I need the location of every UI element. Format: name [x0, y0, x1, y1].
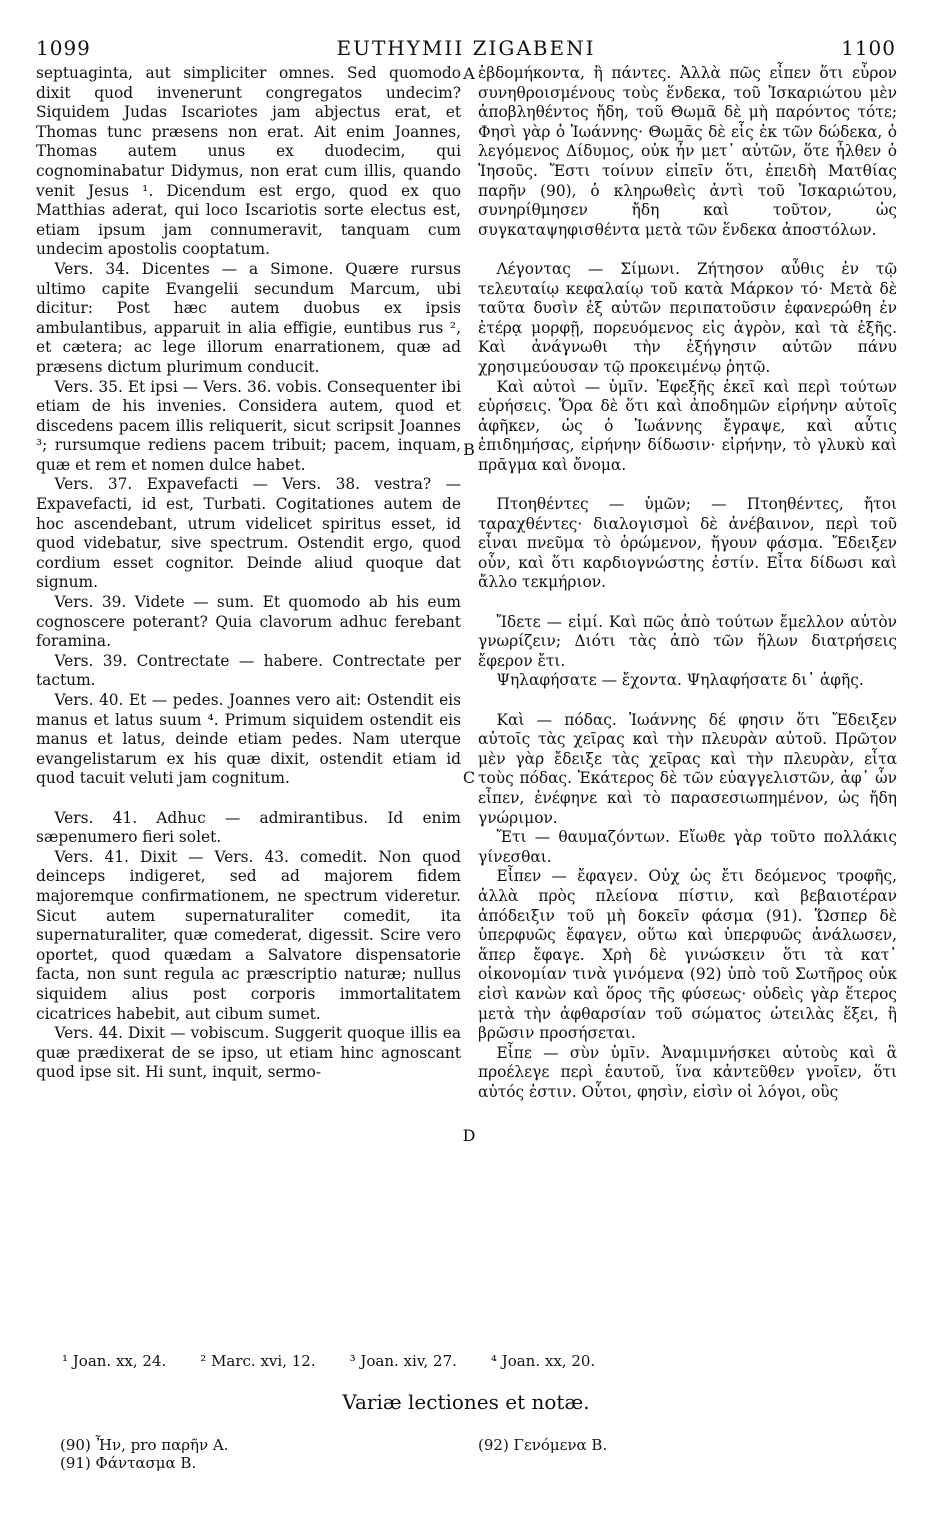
- greek-paragraph: Εἶπεν — ἔφαγεν. Οὐχ ὡς ἔτι δεόμενος τροφῆς, ἀλλὰ πρὸς πλείονα πίστιν, καὶ βεβαιοτέραν ἀπόδειξιν τοῦ μὴ δοκεῖν φάσμα (91). Ὥσπερ δὲ ὑπερφυῶς ἔφαγεν, οὕτω καὶ ὑπερφυῶς ἀνάλωσεν, ἅπερ ἔφαγε. Χρὴ δὲ γινώσκειν ὅτι τὰ κατ᾽ οἰκονομίαν τινὰ γινόμενα (92) ὑπὸ τοῦ Σωτῆρος οὐκ εἰσὶ κανὼν καὶ ὅρος τῆς φύσεως· οὐδεὶς γὰρ ἕτερος μετὰ τὴν ἀφθαρσίαν τοῦ σώματος ὠτειλὰς ἕξει, ἢ βρῶσιν προσήσεται.: [478, 867, 897, 1043]
- footnote: ² Marc. xvi, 12.: [200, 1352, 316, 1370]
- varia-heading: Variæ lectiones et notæ.: [342, 1390, 590, 1414]
- greek-paragraph: Εἶπε — σὺν ὑμῖν. Ἀναμιμνήσκει αὐτοὺς καὶ ἃ προέλεγε περὶ ἑαυτοῦ, ἵνα κἀντεῦθεν γνοῖεν, ὅτι αὐτός ἐστιν. Οὗτοι, φησὶν, εἰσὶν οἱ λόγοι, οὓς: [478, 1043, 897, 1101]
- latin-paragraph: Vers. 39. Videte — sum. Et quomodo ab his eum cognoscere poterant? Quia clavorum adhuc ferebant foramina.: [36, 593, 461, 651]
- greek-column: [478, 64, 897, 1102]
- footnote: ⁴ Joan. xx, 20.: [490, 1352, 596, 1370]
- margin-marker-c: C: [462, 768, 476, 787]
- latin-paragraph: septuaginta, aut simpliciter omnes. Sed quomodo dixit quod invenerunt congregatos undecim? Siquidem Judas Iscariotes jam abjectus erat, et Thomas tunc præsens non erat. Ait enim Joannes, Thomas autem unus ex duodecim, qui cognominabatur Didymus, non erat cum illis, quando venit Jesus ¹. Dicendum est ergo, quod ex quo Matthias aderat, qui loco Iscariotis sorte electus est, etiam ipsum jam connumeravit, tanquam cum undecim apostolis cooptatum.: [36, 64, 461, 259]
- variant-reading: (91) Φάντασμα B.: [60, 1454, 197, 1472]
- page-number-right: 1100: [841, 36, 896, 60]
- page-number-left: 1099: [36, 36, 91, 60]
- variant-reading: (90) Ἦν, pro παρῆν A.: [60, 1436, 229, 1454]
- variant-reading: (92) Γενόμενα B.: [478, 1436, 608, 1454]
- latin-paragraph: Vers. 34. Dicentes — a Simone. Quære rursus ultimo capite Evangelii secundum Marcum, ubi dicitur: Post hæc autem duobus ex ipsis ambulantibus, apparuit in alia effigie, euntibus rus ², et cætera; ac lege illorum enarrationem, quæ ad præsens dictum plurimum conducit.: [36, 259, 461, 376]
- greek-paragraph: Ἔτι — θαυμαζόντων. Εἴωθε γὰρ τοῦτο πολλάκις γίνεσθαι.: [478, 828, 897, 866]
- latin-paragraph: Vers. 44. Dixit — vobiscum. Suggerit quoque illis ea quæ prædixerat de se ipso, ut etiam hinc agnoscant quod ipse sit. Hi sunt, inquit, sermo-: [36, 1024, 461, 1082]
- margin-marker-d: D: [462, 1126, 476, 1145]
- running-title: EUTHYMII ZIGABENI: [336, 36, 596, 60]
- margin-marker-b: B: [463, 440, 475, 459]
- latin-paragraph: Vers. 40. Et — pedes. Joannes vero ait: Ostendit eis manus et latus suum ⁴. Primum siquidem ostendit eis manus et latus, deinde etiam pedes. Nam uterque evangelistarum ex his quæ dixit, ostendit etiam id quod tacuit veluti jam cognitum.: [36, 691, 461, 788]
- footnotes: [62, 1352, 882, 1370]
- variant-readings-right: [478, 1436, 878, 1454]
- variant-readings-left: [60, 1436, 440, 1472]
- page-header: [36, 36, 896, 64]
- greek-paragraph: Καὶ — πόδας. Ἰωάννης δέ φησιν ὅτι Ἔδειξεν αὐτοῖς τὰς χεῖρας καὶ τὴν πλευρὰν αὐτοῦ. Πρῶτον μὲν γὰρ ἔδειξε τὰς χεῖρας καὶ τὴν πλευρὰν, εἶτα τοὺς πόδας. Ἑκάτερος δὲ τῶν εὐαγγελιστῶν, ἀφ᾽ ὧν εἶπεν, ἐνέφηνε καὶ τὸ παρασεσιωπημένον, ὡς ἤδη γνώριμον.: [478, 710, 897, 827]
- greek-paragraph: Λέγοντας — Σίμωνι. Ζήτησον αὖθις ἐν τῷ τελευταίῳ κεφαλαίῳ τοῦ κατὰ Μάρκον τό· Μετὰ δὲ ταῦτα δυσὶν ἐξ αὐτῶν περιπατοῦσιν ἐφανερώθη ἐν ἑτέρᾳ μορφῇ, πορευόμενος εἰς ἀγρὸν, καὶ τὰ ἑξῆς. Καὶ ἀνάγνωθι τὴν ἐξήγησιν αὐτῶν πάνυ χρησιμεύουσαν τῷ προκειμένῳ ῥητῷ.: [478, 259, 897, 376]
- latin-paragraph: Vers. 39. Contrectate — habere. Contrectate per tactum.: [36, 651, 461, 690]
- latin-column: [36, 64, 461, 1083]
- latin-paragraph: Vers. 41. Dixit — Vers. 43. comedit. Non quod deinceps indigeret, sed ad majorem fidem majoremque confirmationem, ne spectrum videretur. Sicut autem supernaturaliter comedit, ita supernaturaliter, quæ comederat, digessit. Scire vero oportet, quod quædam a Salvatore dispensatorie facta, non sunt regula ac præscriptio naturæ; nullus siquidem alius post corporis immortalitatem cicatrices habebit, aut cibum sumet.: [36, 847, 461, 1023]
- greek-paragraph: Ἴδετε — εἰμί. Καὶ πῶς ἀπὸ τούτων ἔμελλον αὐτὸν γνωρίζειν; Διότι τὰς ἀπὸ τῶν ἥλων διατρήσεις ἔφερον ἔτι.: [478, 612, 897, 670]
- greek-paragraph: Καὶ αὐτοὶ — ὑμῖν. Ἐφεξῆς ἐκεῖ καὶ περὶ τούτων εὑρήσεις. Ὅρα δὲ ὅτι καὶ ἀποδημῶν εἰρήνην αὐτοῖς ἀφῆκεν, ὡς ὁ Ἰωάννης ἔγραψε, καὶ αὖτις ἐπιδημήσας, εἰρήνην δίδωσιν· εἰρήνην, τὸ γλυκὺ καὶ πρᾶγμα καὶ ὄνομα.: [478, 377, 897, 474]
- footnote: ³ Joan. xiv, 27.: [349, 1352, 457, 1370]
- latin-paragraph: Vers. 37. Expavefacti — Vers. 38. vestra? — Expavefacti, id est, Turbati. Cogitationes autem de hoc ascendebant, utrum videlicet spiritus esset, id quod videbatur, sive spectrum. Ostendit ergo, quod cordium esset cognitor. Deinde aliud quoque dat signum.: [36, 475, 461, 592]
- greek-paragraph: Ψηλαφήσατε — ἔχοντα. Ψηλαφήσατε δι᾽ ἁφῆς.: [496, 671, 864, 690]
- latin-paragraph: Vers. 41. Adhuc — admirantibus. Id enim sæpenumero fieri solet.: [36, 808, 461, 847]
- greek-paragraph: ἑβδομήκοντα, ἢ πάντες. Ἀλλὰ πῶς εἶπεν ὅτι εὗρον συνηθροισμένους τοὺς ἕνδεκα, τοῦ Ἰσκαριώτου μὲν ἀποβληθέντος ἤδη, τοῦ Θωμᾶ δὲ μὴ παρόντος τότε; Φησὶ γὰρ ὁ Ἰωάννης· Θωμᾶς δὲ εἷς ἐκ τῶν δώδεκα, ὁ λεγόμενος Δίδυμος, οὐκ ἦν μετ᾽ αὐτῶν, ὅτε ἦλθεν ὁ Ἰησοῦς. Ἔστι τοίνυν εἰπεῖν ὅτι, ἐπειδὴ Ματθίας παρῆν (90), ὁ κληρωθεὶς ἀντὶ τοῦ Ἰσκαριώτου, συνηρίθμησεν ἤδη καὶ τοῦτον, ὡς συγκαταψηφισθέντα μετὰ τῶν ἕνδεκα ἀποστόλων.: [478, 64, 897, 239]
- footnote: ¹ Joan. xx, 24.: [62, 1352, 167, 1370]
- greek-paragraph: Πτοηθέντες — ὑμῶν; — Πτοηθέντες, ἤτοι ταραχθέντες· διαλογισμοὶ δὲ ἀνέβαινον, περὶ τοῦ εἶναι πνεῦμα τὸ ὁρώμενον, ἤγουν φάσμα. Ἔδειξεν οὖν, καὶ ὅτι καρδιογνώστης ἐστίν. Εἶτα δίδωσι καὶ ἄλλο τεκμήριον.: [478, 495, 897, 592]
- latin-paragraph: Vers. 35. Et ipsi — Vers. 36. vobis. Consequenter ibi etiam de his invenies. Considera autem, quod et discedens pacem illis reliquerit, sicut scripsit Joannes ³; rursumque rediens pacem tribuit; pacem, inquam, quæ et rem et nomen dulce habet.: [36, 377, 461, 474]
- margin-marker-a: A: [463, 64, 475, 83]
